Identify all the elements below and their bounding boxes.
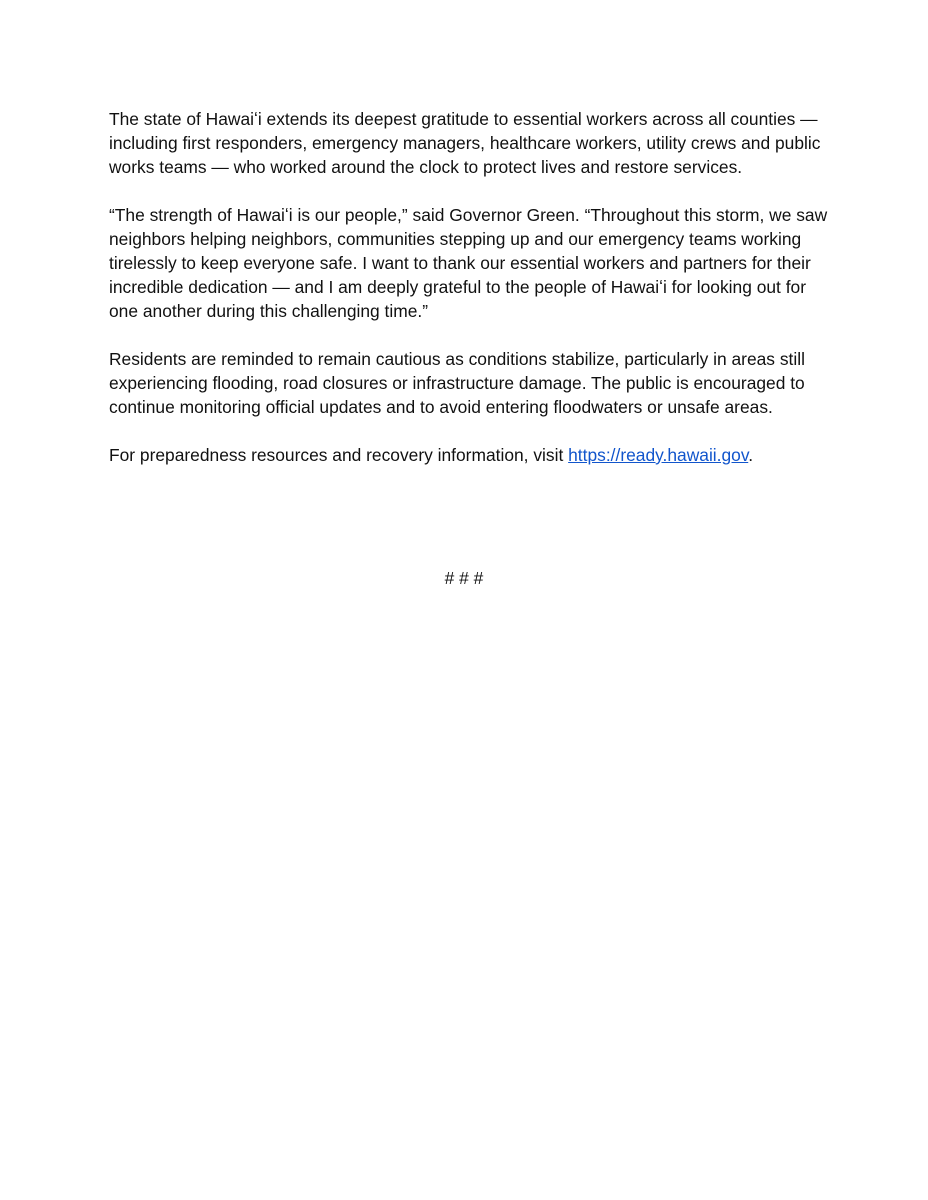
end-of-release-mark: # # # [444,568,484,588]
paragraph-caution-notice: Residents are reminded to remain cautious as conditions stabilize, particularly in areas still experiencing flooding, road closures or infrastructure damage. The public is encouraged to continue monitoring official updates and to avoid entering floodwaters or unsafe areas. [109,349,805,417]
ready-hawaii-link[interactable]: https://ready.hawaii.gov [568,445,749,465]
resources-prefix: For preparedness resources and recovery information, visit [109,445,569,465]
paragraph-governor-quote: “The strength of Hawaiʻi is our people,” said Governor Green. “Throughout this storm, we saw neighbors helping neighbors, communities stepping up and our emergency teams working tirelessly to keep everyone safe. I want to thank our essential workers and partners for their incredible dedication — and I am deeply grateful to the people of Hawaiʻi for looking out for one another during this challenging time.” [109,205,828,321]
resources-suffix: . [748,445,754,465]
press-release-body [109,107,829,467]
paragraph-resources [109,443,829,467]
paragraph-gratitude: The state of Hawaiʻi extends its deepest gratitude to essential workers across all counties — including first responders, emergency managers, healthcare workers, utility crews and public works teams — who worked around the clock to protect lives and restore services. [109,109,821,177]
